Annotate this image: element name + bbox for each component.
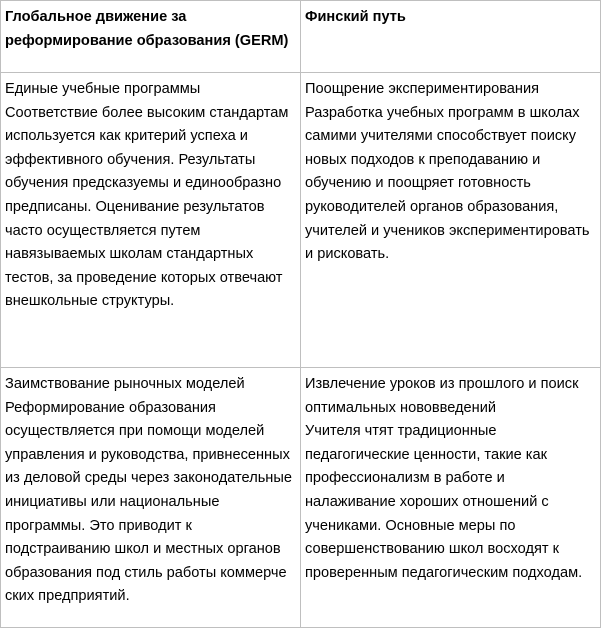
cell-body: Разработка учебных программ в школах самими учителями способствует поиску новых подходов к преподаванию и обучению и поощряет готовность руководителей органов образования, учителей и учеников экспериментировать и рисковать. [305,104,590,263]
cell-body: Реформирование образования осуществляется при помощи моделей управления и руководства, привнесенных из деловой среды через законодательные инициативы или национальные программы. Это приводит к подстраиванию школ и местных органов образования под стиль работы коммерче ских предприятий. [5,399,292,605]
header-germ: Глобальное движение за реформирование образования (GERM) [1,1,301,73]
cell-germ-curricula [1,73,301,368]
cell-finnish-experimentation [301,73,601,368]
cell-title: Единые учебные программы [5,81,201,97]
table-header-row [1,1,601,73]
header-finnish-way: Финский путь [301,1,601,73]
cell-title: Извлечение уроков из прошлого и поиск оптимальных нововведений [305,376,579,416]
cell-body: Учителя чтят традиционные педагогические ценности, такие как профессионализм в работе и налаживание хороших отношений с учениками. Основные меры по совершенствованию школ восходят к проверенным педагогическим подходам. [305,423,583,581]
table-row [1,368,601,628]
cell-body: Соответствие более высоким стандартам используется как критерий успеха и эффективного обучения. Результаты обучения предсказуемы и единообразно предписаны. Оценивание результатов часто осуществляется путем навязываемых школам стандартных тестов, за проведение которых отвечают внешкольные структуры. [5,104,289,310]
table-row [1,73,601,368]
cell-germ-market-models [1,368,301,628]
cell-title: Поощрение экспериментирования [305,81,540,97]
cell-title: Заимствование рыночных моделей [5,376,245,392]
cell-finnish-lessons [301,368,601,628]
